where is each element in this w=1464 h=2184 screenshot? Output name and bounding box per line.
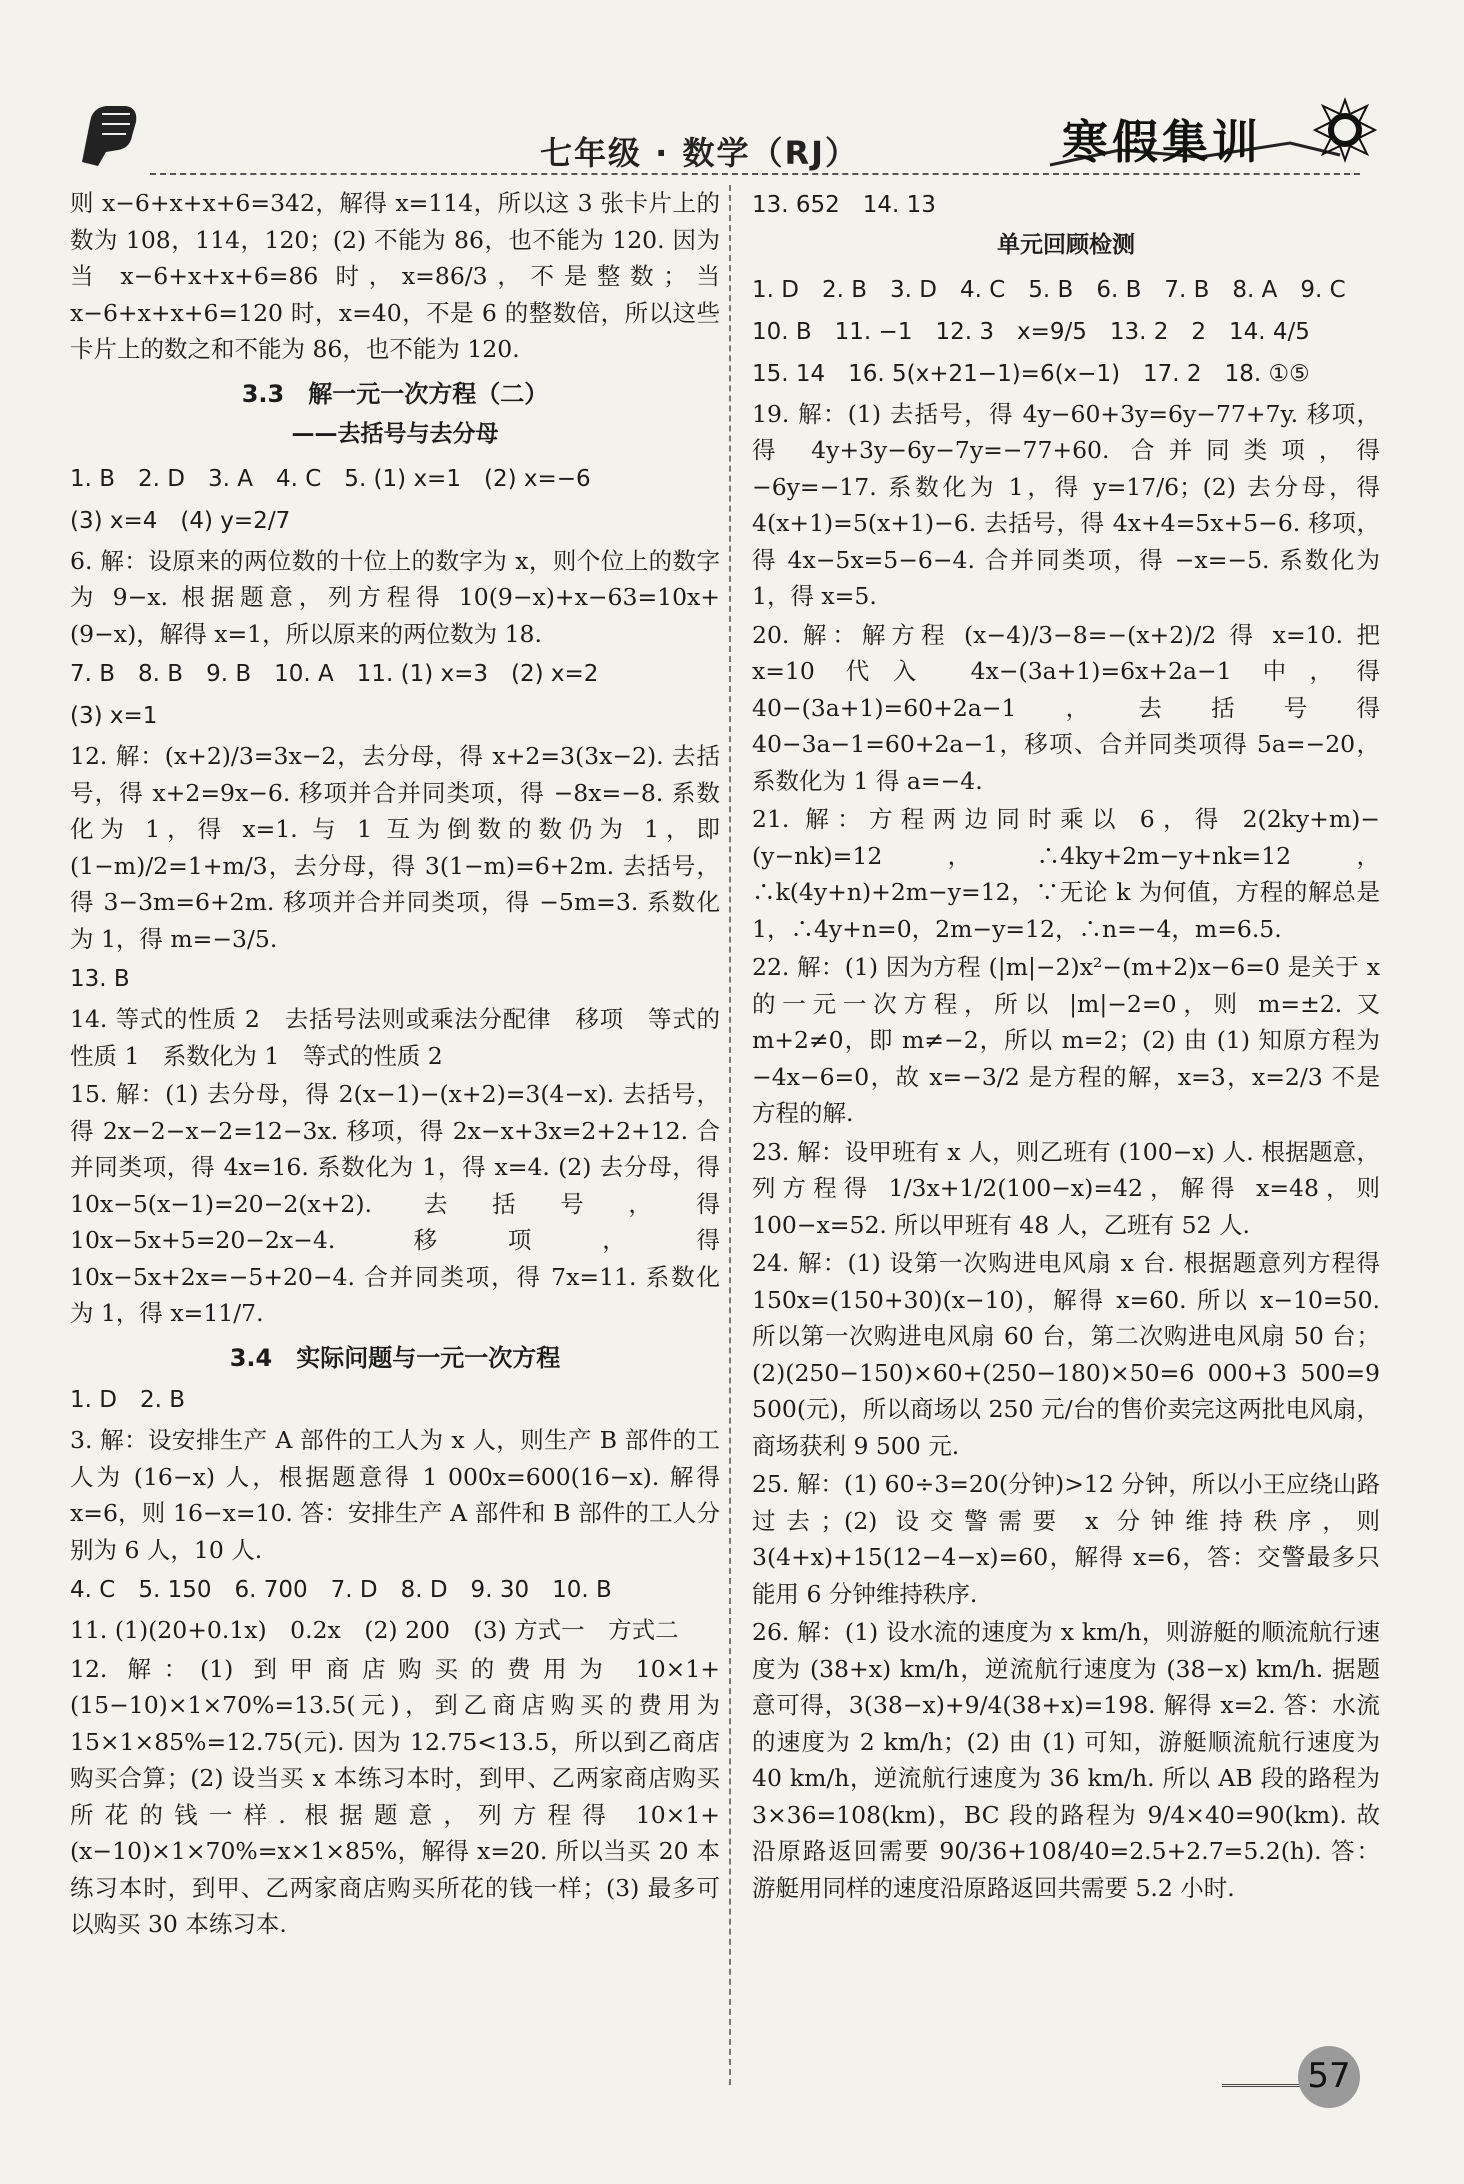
answer-line: (3) x=4 (4) y=2/7 xyxy=(70,507,291,534)
answer-paragraph: 15. 解：(1) 去分母，得 2(x−1)−(x+2)=3(4−x). 去括号，得 2x−2−x−2=12−3x. 移项，得 2x−x+3x=2+2+12. 合并同类项，得 4x=16. 系数化为 1，得 x=4. (2) 去分母，得 10x−5(x−1)=20−2(x+2). 去括号，得 10x−5x+5=20−2x−4. 移项，得 10x−5x+2x=−5+20−4. 合并同类项，得 7x=11. 系数化为 1，得 x=11/7. xyxy=(70,1080,720,1327)
answer-paragraph: 14. 等式的性质 2 去括号法则或乘法分配律 移项 等式的性质 1 系数化为 1 等式的性质 2 xyxy=(70,1005,720,1070)
answer-paragraph: 25. 解：(1) 60÷3=20(分钟)>12 分钟，所以小王应绕山路过去；(2) 设交警需要 x 分钟维持秩序，则 3(4+x)+15(12−4−x)=60，解得 x=6，答：交警最多只能用 6 分钟维持秩序. xyxy=(752,1470,1380,1608)
answer-paragraph: 21. 解：方程两边同时乘以 6，得 2(2ky+m)−(y−nk)=12，∴4ky+2m−y+nk=12，∴k(4y+n)+2m−y=12，∵无论 k 为何值，方程的解总是 1，∴4y+n=0，2m−y=12，∴n=−4，m=6.5. xyxy=(752,805,1380,943)
answer-paragraph: 6. 解：设原来的两位数的十位上的数字为 x，则个位上的数字为 9−x. 根据题意，列方程得 10(9−x)+x−63=10x+(9−x)，解得 x=1，所以原来的两位数为 18. xyxy=(70,546,720,648)
column-divider xyxy=(729,185,731,2085)
answer-line: 15. 14 16. 5(x+21−1)=6(x−1) 17. 2 18. ①⑤ xyxy=(752,360,1310,387)
answer-line: 13. B xyxy=(70,966,130,992)
answer-paragraph: 3. 解：设安排生产 A 部件的工人为 x 人，则生产 B 部件的工人为 (16−x) 人，根据题意得 1 000x=600(16−x). 解得 x=6，则 16−x=10. 答：安排生产 A 部件和 B 部件的工人分别为 6 人，10 人. xyxy=(70,1426,720,1564)
left-column xyxy=(70,185,720,1945)
answer-paragraph: 12. 解：(x+2)/3=3x−2，去分母，得 x+2=3(3x−2). 去括号，得 x+2=9x−6. 移项并合并同类项，得 −8x=−8. 系数化为 1，得 x=1. 与 1 互为倒数的数仍为 1，即 (1−m)/2=1+m/3，去分母，得 3(1−m)=6+2m. 去括号，得 3−3m=6+2m. 移项并合并同类项，得 −5m=3. 系数化为 1，得 m=−3/5. xyxy=(70,742,720,953)
section-title: 3.3 解一元一次方程（二） xyxy=(241,379,549,408)
answer-paragraph: 24. 解：(1) 设第一次购进电风扇 x 台. 根据题意列方程得 150x=(150+30)(x−10)，解得 x=60. 所以 x−10=50. 所以第一次购进电风扇 60 台，第二次购进电风扇 50 台；(2)(250−150)×60+(250−180)×50=6 000+3 500=9 500(元)，所以商场以 250 元/台的售价卖完这两批电风扇，商场获利 9 500 元. xyxy=(752,1249,1380,1460)
brand-title: 寒假集训 xyxy=(1062,115,1262,169)
answer-paragraph: 则 x−6+x+x+6=342，解得 x=114，所以这 3 张卡片上的数为 108，114，120；(2) 不能为 86，也不能为 120. 因为当 x−6+x+x+6=86 时，x=86/3，不是整数；当 x−6+x+x+6=120 时，x=40，不是 6 的整数倍，所以这些卡片上的数之和不能为 86，也不能为 120. xyxy=(70,189,720,363)
answer-line: 10. B 11. −1 12. 3 x=9/5 13. 2 2 14. 4/5 xyxy=(752,318,1310,345)
answer-paragraph: 23. 解：设甲班有 x 人，则乙班有 (100−x) 人. 根据题意，列方程得 1/3x+1/2(100−x)=42，解得 x=48，则 100−x=52. 所以甲班有 48 人，乙班有 52 人. xyxy=(752,1137,1380,1239)
section-title: 单元回顾检测 xyxy=(997,232,1135,258)
answer-paragraph: 19. 解：(1) 去括号，得 4y−60+3y=6y−77+7y. 移项，得 4y+3y−6y−7y=−77+60. 合并同类项，得 −6y=−17. 系数化为 1，得 y=17/6；(2) 去分母，得 4(x+1)=5(x+1)−6. 去括号，得 4x+4=5x+5−6. 移项，得 4x−5x=5−6−4. 合并同类项，得 −x=−5. 系数化为 1，得 x=5. xyxy=(752,399,1380,610)
right-column xyxy=(752,185,1380,1908)
page-number-badge xyxy=(1222,2046,1362,2116)
answer-paragraph: 12. 解：(1) 到甲商店购买的费用为 10×1+(15−10)×1×70%=13.5(元)，到乙商店购买的费用为 15×1×85%=12.75(元). 因为 12.75<13.5，所以到乙商店购买合算；(2) 设当买 x 本练习本时，到甲、乙两家商店购买所花的钱一样. 根据题意，列方程得 10×1+(x−10)×1×70%=x×1×85%，解得 x=20. 所以当买 20 本练习本时，到甲、乙两家商店购买所花的钱一样；(3) 最多可以购买 30 本练习本. xyxy=(70,1654,720,1938)
answer-paragraph: 11. (1)(20+0.1x) 0.2x (2) 200 (3) 方式一 方式二 xyxy=(70,1616,679,1644)
answer-line: 1. D 2. B xyxy=(70,1387,185,1413)
answer-paragraph: 26. 解：(1) 设水流的速度为 x km/h，则游艇的顺流航行速度为 (38+x) km/h，逆流航行速度为 (38−x) km/h. 据题意可得，3(38−x)+9/4(38+x)=198. 解得 x=2. 答：水流的速度为 2 km/h；(2) 由 (1) 可知，游艇顺流航行速度为 40 km/h，逆流航行速度为 36 km/h. 所以 AB 段的路程为 3×36=108(km)，BC 段的路程为 9/4×40=90(km). 故沿原路返回需要 90/36+108/40=2.5+2.7=5.2(h). 答：游艇用同样的速度沿原路返回共需要 5.2 小时. xyxy=(752,1618,1380,1902)
answer-line: 13. 652 14. 13 xyxy=(752,192,936,218)
fist-icon xyxy=(72,92,144,172)
answer-line: 1. B 2. D 3. A 4. C 5. (1) x=1 (2) x=−6 xyxy=(70,465,591,492)
page-title: 七年级 · 数学（RJ） xyxy=(540,134,859,172)
answer-line: (3) x=1 xyxy=(70,703,158,729)
page-number: 57 xyxy=(1307,2056,1351,2096)
answer-paragraph: 20. 解：解方程 (x−4)/3−8=−(x+2)/2 得 x=10. 把 x=10 代入 4x−(3a+1)=6x+2a−1 中，得 40−(3a+1)=60+2a−1，去括号得 40−3a−1=60+2a−1，移项、合并同类项得 5a=−20，系数化为 1 得 a=−4. xyxy=(752,620,1380,795)
answer-line: 4. C 5. 150 6. 700 7. D 8. D 9. 30 10. B xyxy=(70,1577,612,1603)
page-header xyxy=(0,0,1464,185)
header-divider xyxy=(150,173,1360,175)
answer-line: 7. B 8. B 9. B 10. A 11. (1) x=3 (2) x=2 xyxy=(70,661,599,687)
section-title: 3.4 实际问题与一元一次方程 xyxy=(229,1343,561,1372)
answer-line: 1. D 2. B 3. D 4. C 5. B 6. B 7. B 8. A 9. C xyxy=(752,276,1346,303)
section-subtitle: ——去括号与去分母 xyxy=(291,421,499,447)
answer-paragraph: 22. 解：(1) 因为方程 (|m|−2)x²−(m+2)x−6=0 是关于 x 的一元一次方程，所以 |m|−2=0，则 m=±2. 又 m+2≠0，即 m≠−2，所以 m=2；(2) 由 (1) 知原方程为 −4x−6=0，故 x=−3/2 是方程的解，x=3，x=2/3 不是方程的解. xyxy=(752,953,1380,1127)
